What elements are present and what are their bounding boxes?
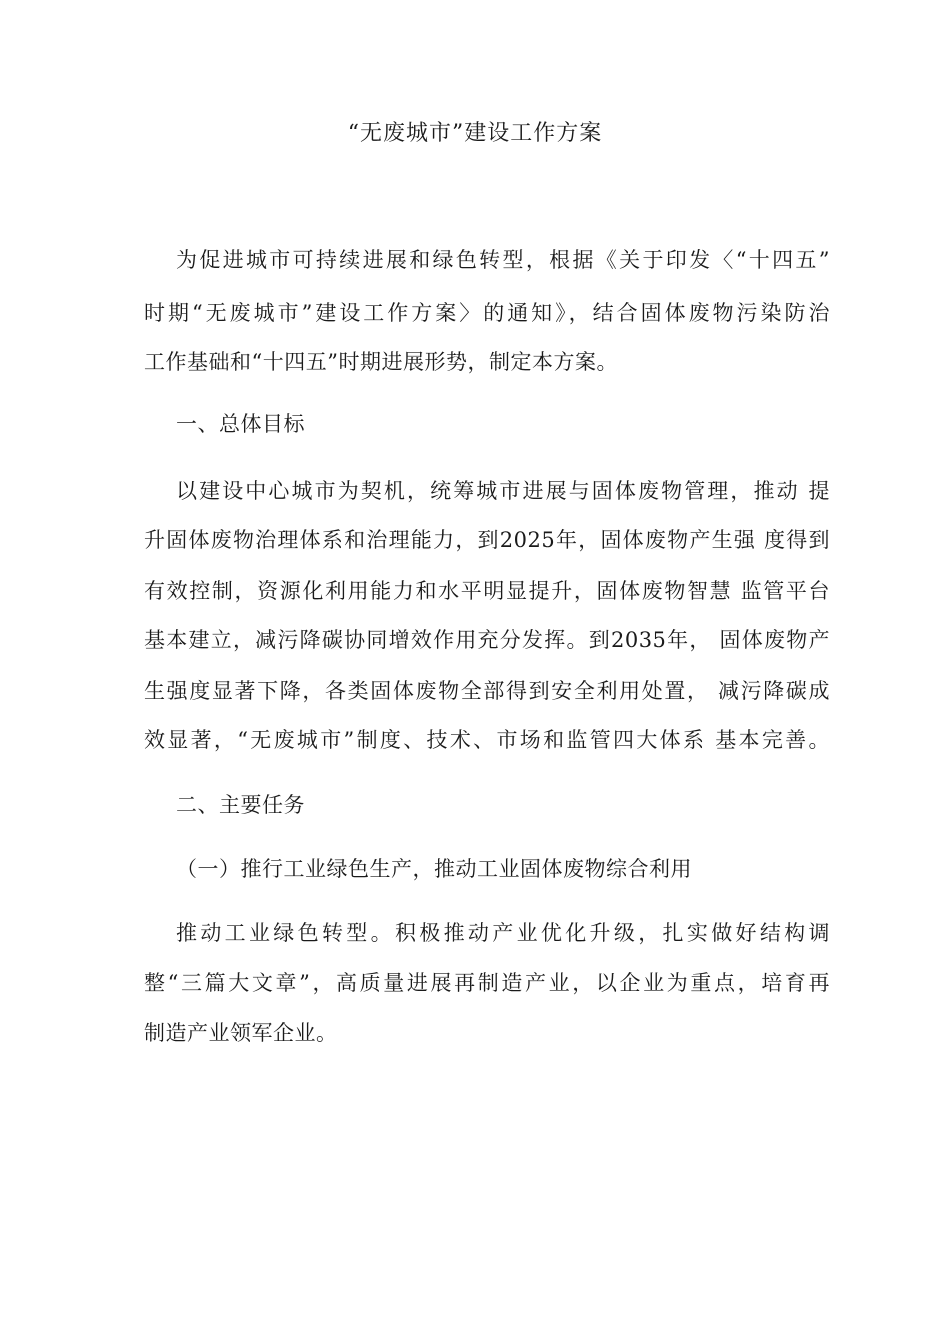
section1-line-5: 生强度显著下降，各类固体废物全部得到安全利用处置， 减污降碳成 xyxy=(144,679,830,703)
section-heading-overall-goals: 一、总体目标 xyxy=(176,412,305,436)
section-heading-main-tasks: 二、主要任务 xyxy=(176,793,305,817)
section1-line-2: 升固体废物治理体系和治理能力，到2025年，固体废物产生强 度得到 xyxy=(144,528,830,552)
intro-line-1: 为促进城市可持续进展和绿色转型，根据《关于印发〈“十四五” xyxy=(176,248,830,272)
intro-line-2: 时期“无废城市”建设工作方案〉的通知》，结合固体废物污染防治 xyxy=(144,301,830,325)
section1-line-4: 基本建立，减污降碳协同增效作用充分发挥。到2035年， 固体废物产 xyxy=(144,628,830,652)
subsection1-line-2: 整“三篇大文章”，高质量进展再制造产业，以企业为重点，培育再 xyxy=(144,971,830,995)
section1-line-3: 有效控制，资源化利用能力和水平明显提升，固体废物智慧 监管平台 xyxy=(144,579,830,603)
document-title: “无废城市”建设工作方案 xyxy=(347,121,603,146)
subsection1-line-1: 推动工业绿色转型。积极推动产业优化升级，扎实做好结构调 xyxy=(176,921,830,945)
section1-line-1: 以建设中心城市为契机，统筹城市进展与固体废物管理，推动 提 xyxy=(176,479,830,503)
subsection-heading-industrial: （一）推行工业绿色生产，推动工业固体废物综合利用 xyxy=(176,857,692,881)
subsection1-line-3: 制造产业领军企业。 xyxy=(144,1021,338,1045)
intro-line-3: 工作基础和“十四五”时期进展形势，制定本方案。 xyxy=(144,350,618,374)
section1-line-6: 效显著，“无废城市”制度、技术、市场和监管四大体系 基本完善。 xyxy=(144,728,830,752)
